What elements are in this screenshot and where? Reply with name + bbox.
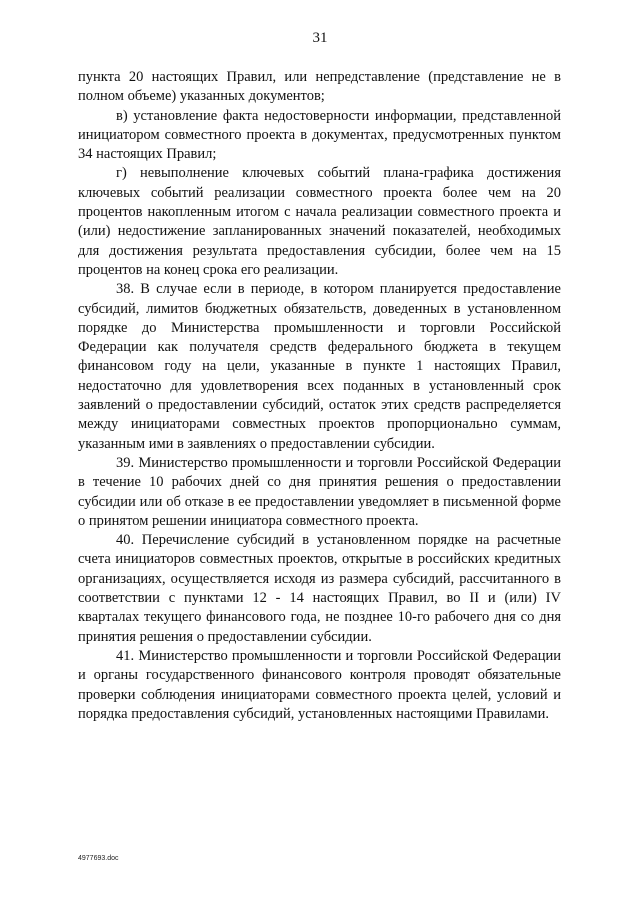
paragraph-38: 38. В случае если в периоде, в котором планируется предоставление субсидий, лимитов бюджетных обязательств, доведенных в установленном порядке до Министерства промышленности и торговли Российской Федерации как получателя средств федерального бюджета в текущем финансовом году на цели, указанные в пункте 1 настоящих Правил, недостаточно для удовлетворения всех поданных в установленный срок заявлений о предоставлении субсидий, остаток этих средств распределяется между инициаторами совместных проектов пропорционально суммам, указанным ими в заявлениях о предоставлении субсидии.: [78, 281, 561, 452]
paragraph-item-g: г) невыполнение ключевых событий плана-графика достижения ключевых событий реализации совместного проекта более чем на 20 процентов накопленным итогом с начала реализации совместного проекта и (или) недостижение запланированных значений показателей, необходимых для достижения результата предоставления субсидии, более чем на 15 процентов на конец срока его реализации.: [78, 165, 561, 278]
paragraph-41: 41. Министерство промышленности и торговли Российской Федерации и органы государственного финансового контроля проводят обязательные проверки соблюдения инициаторами совместного проекта целей, условий и порядка предоставления субсидий, установленных настоящими Правилами.: [78, 647, 561, 722]
paragraph-item-v: в) установление факта недостоверности информации, представленной инициатором совместного проекта в документах, предусмотренных пунктом 34 настоящих Правил;: [78, 107, 561, 163]
page-number: 31: [312, 30, 328, 46]
paragraph-39: 39. Министерство промышленности и торговли Российской Федерации в течение 10 рабочих дней со дня принятия решения о предоставлении субсидии или об отказе в ее предоставлении уведомляет в письменной форме о принятом решении инициатора совместного проекта.: [78, 454, 561, 529]
document-body: [78, 68, 561, 724]
paragraph-40: 40. Перечисление субсидий в установленном порядке на расчетные счета инициаторов совместных проектов, открытые в российских кредитных организациях, осуществляется исходя из размера субсидий, рассчитанного в соответствии с пунктами 12 - 14 настоящих Правил, во II и (или) IV кварталах текущего финансового года, не позднее 10-го рабочего дня со дня принятия решения о предоставлении субсидии.: [78, 532, 561, 645]
paragraph-continuation: пункта 20 настоящих Правил, или непредставление (представление не в полном объеме) указанных документов;: [78, 69, 561, 105]
footer-filename: 4977693.doc: [78, 855, 119, 862]
